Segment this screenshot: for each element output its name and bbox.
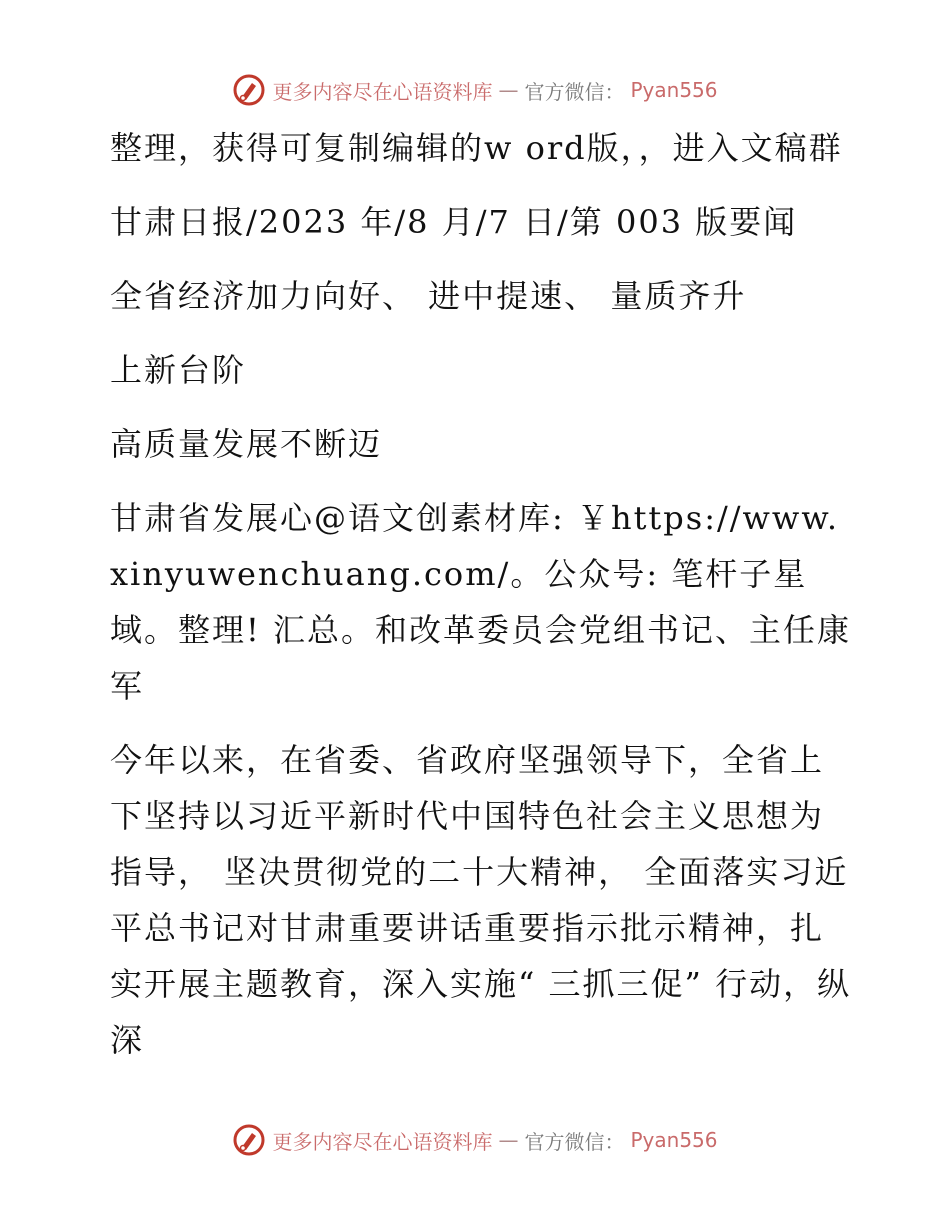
- banner-label: 官方微信：: [524, 79, 625, 104]
- banner-wechat-id: Pyan556: [630, 1128, 718, 1152]
- document-body: [96, 120, 856, 1068]
- banner-dash: —: [498, 78, 519, 102]
- author-paragraph: 甘肃省发展心@语文创素材库: ￥https://www.xinyuwenchuang.com/。公众号: 笔杆子星域。整理! 汇总。和改革委员会党组书记、主任康军: [110, 499, 852, 705]
- header-watermark-banner: [0, 70, 950, 110]
- headline-line-1: 全省经济加力向好、 进中提速、 量质齐升: [110, 277, 747, 315]
- source-line: 甘肃日报/2023 年/8 月/7 日/第 003 版要闻: [110, 203, 798, 241]
- banner-label: 官方微信：: [524, 1129, 625, 1154]
- intro-paragraph: 整理，获得可复制编辑的w ord版，，进入文稿群: [110, 129, 843, 167]
- banner-wechat-id: Pyan556: [630, 78, 718, 102]
- pen-logo-icon: [232, 1123, 266, 1157]
- headline-line-3: 高质量发展不断迈: [110, 425, 383, 463]
- headline-line-2: 上新台阶: [110, 351, 247, 389]
- banner-text: 更多内容尽在心语资料库: [272, 1129, 493, 1154]
- banner-text: 更多内容尽在心语资料库: [272, 79, 493, 104]
- footer-watermark-banner: [0, 1120, 950, 1160]
- pen-logo-icon: [232, 73, 266, 107]
- banner-dash: —: [498, 1128, 519, 1152]
- body-paragraph: 今年以来，在省委、省政府坚强领导下，全省上下坚持以习近平新时代中国特色社会主义思想为指导， 坚决贯彻党的二十大精神， 全面落实习近平总书记对甘肃重要讲话重要指示批示精神，扎实开展主题教育，深入实施“ 三抓三促” 行动，纵深: [110, 741, 852, 1059]
